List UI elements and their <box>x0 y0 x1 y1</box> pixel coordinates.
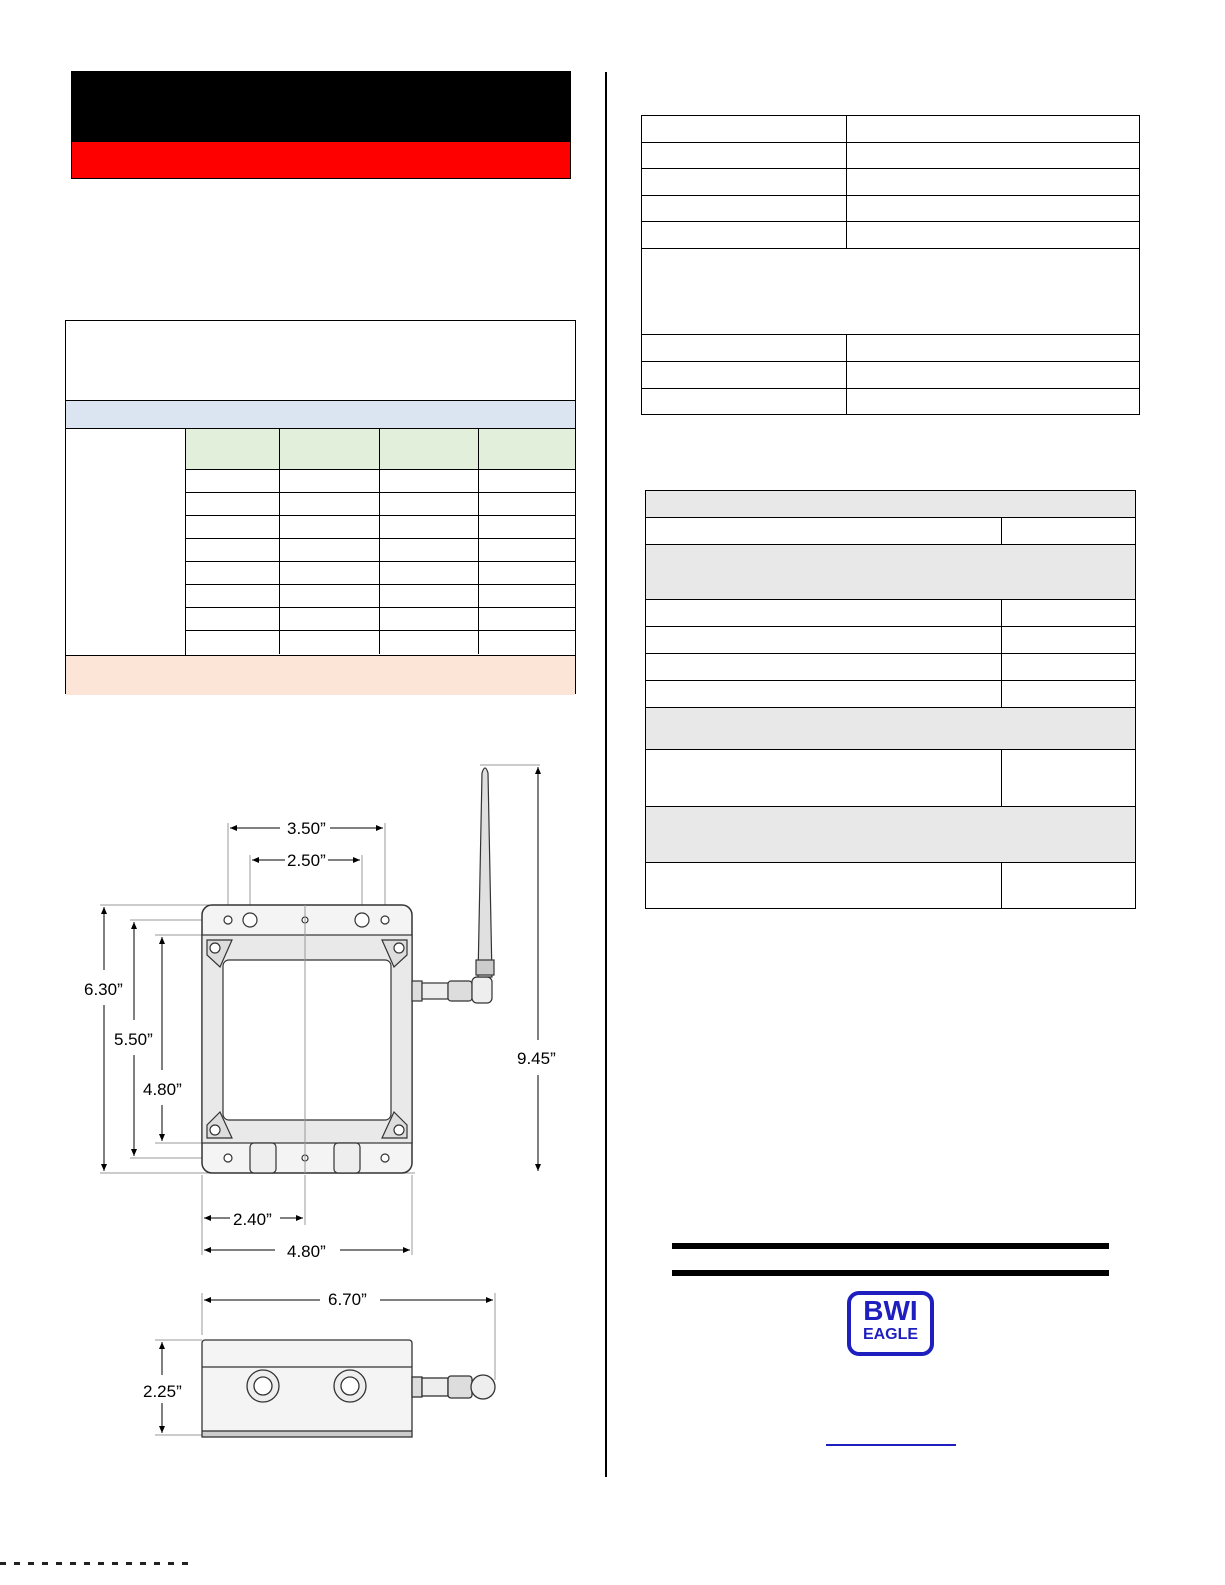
spec-table-cell <box>479 585 575 607</box>
enclosure-side-view-drawing <box>140 1285 510 1450</box>
spec-table-cell <box>280 493 380 515</box>
spec-table-cell <box>186 585 280 607</box>
spec-table-row-label <box>66 429 186 655</box>
spec-table-cell <box>380 608 479 630</box>
spec-table-left <box>65 320 576 694</box>
dim-label: 2.50” <box>287 851 326 870</box>
spec-table-cell <box>380 585 479 607</box>
bottom-edge-artifact <box>0 1562 190 1565</box>
dim-label: 6.70” <box>328 1290 367 1309</box>
spec-table-cell <box>479 516 575 538</box>
spec-table-cell <box>380 631 479 654</box>
spec-table-cell <box>380 470 479 492</box>
spec-table-cell <box>479 493 575 515</box>
spec-table-row <box>186 516 575 539</box>
spec-table-blue-band <box>66 401 575 429</box>
spec-table-cell <box>280 516 380 538</box>
spec-table-cell <box>380 516 479 538</box>
spec-table-cell <box>186 493 280 515</box>
spec-table-row <box>186 631 575 654</box>
spec-table-cell <box>280 562 380 584</box>
spec-table-cell <box>479 631 575 654</box>
spec-table-right-bottom <box>645 490 1136 909</box>
spec-table-title-area <box>66 321 575 401</box>
spec-table-row <box>186 585 575 608</box>
spec-table-peach-band <box>66 656 575 695</box>
logo-text-bwi: BWI <box>863 1295 918 1326</box>
spec-table-header-row <box>186 429 575 470</box>
spec-table-right-top <box>641 115 1140 415</box>
footer-rule-bottom <box>672 1270 1109 1276</box>
dim-label: 3.50” <box>287 819 326 838</box>
spec-table-header-cell <box>280 429 380 469</box>
spec-table-header-cell <box>479 429 575 469</box>
spec-table-cell <box>380 493 479 515</box>
spec-table-cell <box>479 562 575 584</box>
dim-label: 6.30” <box>84 980 123 999</box>
header-banner-black <box>72 72 570 142</box>
spec-table-row <box>186 608 575 631</box>
dim-label: 2.25” <box>143 1382 182 1401</box>
spec-table-row <box>186 493 575 516</box>
spec-table-header-cell <box>186 429 280 469</box>
spec-table-cell <box>280 608 380 630</box>
spec-table-cell <box>280 585 380 607</box>
bwi-eagle-logo <box>847 1291 934 1356</box>
spec-table-cell <box>280 631 380 654</box>
spec-table-cell <box>186 608 280 630</box>
spec-table-cell <box>186 470 280 492</box>
spec-table-header-cell <box>380 429 479 469</box>
spec-table-cell <box>280 470 380 492</box>
logo-text-eagle: EAGLE <box>862 1326 919 1343</box>
spec-table-row <box>186 562 575 585</box>
spec-table-cell <box>186 539 280 561</box>
header-banner <box>71 71 571 179</box>
spec-table-cell <box>479 470 575 492</box>
dim-label: 2.40” <box>233 1210 272 1229</box>
spec-table-row <box>186 539 575 562</box>
website-link[interactable] <box>826 1444 956 1446</box>
spec-table-cell <box>479 539 575 561</box>
dim-label: 4.80” <box>143 1080 182 1099</box>
footer-rule-top <box>672 1243 1109 1249</box>
dim-label: 4.80” <box>287 1242 326 1261</box>
header-banner-red <box>72 142 570 178</box>
spec-table-cell <box>186 516 280 538</box>
dim-label: 9.45” <box>517 1049 556 1068</box>
spec-table-cell <box>380 562 479 584</box>
spec-table-cell <box>186 631 280 654</box>
spec-table-cell <box>479 608 575 630</box>
spec-table-cell <box>186 562 280 584</box>
spec-table-cell <box>380 539 479 561</box>
column-divider <box>605 72 607 1477</box>
spec-table-row <box>186 470 575 493</box>
dim-label: 5.50” <box>114 1030 153 1049</box>
spec-table-cell <box>280 539 380 561</box>
